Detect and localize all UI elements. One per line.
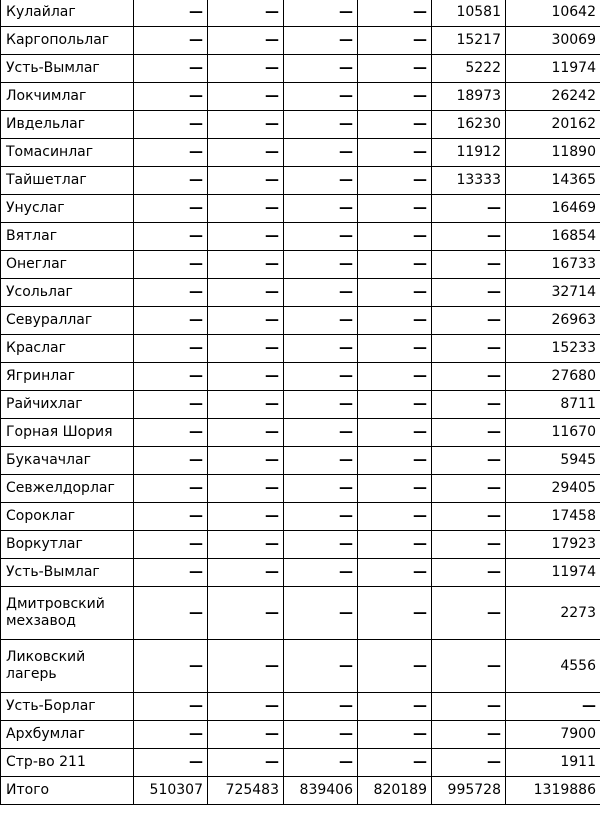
value-cell-1: — [134,391,208,419]
value-cell-2: — [208,279,284,307]
table-row [1,363,600,391]
value-cell-2: — [208,640,284,693]
camp-name-cell: Локчимлаг [1,83,134,111]
value-cell-3: — [284,195,358,223]
value-cell-4: — [358,693,432,721]
value-cell-4: — [358,531,432,559]
camp-name-cell: Воркутлаг [1,531,134,559]
table-row [1,531,600,559]
value-cell-2: — [208,475,284,503]
table-row [1,55,600,83]
camp-name-cell: Итого [1,777,134,805]
value-cell-2: 725483 [208,777,284,805]
value-cell-5: 10581 [432,0,506,27]
value-cell-3: — [284,503,358,531]
camp-name-cell: Кулайлаг [1,0,134,27]
value-cell-6: 11890 [506,139,600,167]
camp-name-cell: Краслаг [1,335,134,363]
value-cell-4: — [358,83,432,111]
value-cell-6: 15233 [506,335,600,363]
table-row [1,419,600,447]
camp-name-cell: Томасинлаг [1,139,134,167]
value-cell-5: — [432,279,506,307]
value-cell-2: — [208,693,284,721]
value-cell-6: 17923 [506,531,600,559]
camp-name-cell: Горная Шория [1,419,134,447]
value-cell-4: 820189 [358,777,432,805]
table-row [1,111,600,139]
table-row [1,587,600,640]
camp-name-cell: Стр-во 211 [1,749,134,777]
camp-name-cell: Ягринлаг [1,363,134,391]
value-cell-6: 11974 [506,55,600,83]
value-cell-2: — [208,27,284,55]
camp-name-cell: Каргопольлаг [1,27,134,55]
value-cell-5: 16230 [432,111,506,139]
camp-name-cell: Усть-Вымлаг [1,55,134,83]
value-cell-1: — [134,419,208,447]
camp-name-cell: Ивдельлаг [1,111,134,139]
value-cell-6: 26963 [506,307,600,335]
table-row [1,693,600,721]
value-cell-4: — [358,0,432,27]
total-row [1,777,600,805]
value-cell-5: — [432,419,506,447]
table-row [1,0,600,27]
value-cell-2: — [208,251,284,279]
table-row [1,279,600,307]
value-cell-5: — [432,251,506,279]
camp-name-cell: Онеглаг [1,251,134,279]
value-cell-3: — [284,223,358,251]
value-cell-3: — [284,640,358,693]
value-cell-4: — [358,55,432,83]
value-cell-3: — [284,363,358,391]
value-cell-1: — [134,363,208,391]
value-cell-3: — [284,279,358,307]
table-row [1,27,600,55]
value-cell-5: — [432,693,506,721]
value-cell-4: — [358,503,432,531]
value-cell-5: — [432,559,506,587]
value-cell-4: — [358,559,432,587]
table-row [1,721,600,749]
camp-name-cell: Букачачлаг [1,447,134,475]
camps-table-body [1,0,600,805]
camp-name-cell: Усть-Борлаг [1,693,134,721]
value-cell-6: 11670 [506,419,600,447]
value-cell-3: — [284,307,358,335]
value-cell-2: — [208,721,284,749]
value-cell-2: — [208,55,284,83]
value-cell-1: — [134,223,208,251]
value-cell-4: — [358,587,432,640]
table-row [1,83,600,111]
value-cell-4: — [358,475,432,503]
table-row [1,195,600,223]
value-cell-1: — [134,27,208,55]
value-cell-6: 26242 [506,83,600,111]
value-cell-1: — [134,167,208,195]
value-cell-2: — [208,223,284,251]
table-row [1,447,600,475]
value-cell-5: — [432,223,506,251]
value-cell-3: — [284,721,358,749]
value-cell-4: — [358,640,432,693]
value-cell-5: 995728 [432,777,506,805]
value-cell-4: — [358,195,432,223]
value-cell-1: — [134,111,208,139]
value-cell-6: 8711 [506,391,600,419]
value-cell-1: — [134,251,208,279]
value-cell-6: 4556 [506,640,600,693]
value-cell-4: — [358,251,432,279]
table-row [1,640,600,693]
value-cell-6: 20162 [506,111,600,139]
camp-name-cell: Усольлаг [1,279,134,307]
camp-name-cell: Сороклаг [1,503,134,531]
value-cell-3: — [284,391,358,419]
value-cell-3: — [284,587,358,640]
value-cell-1: — [134,83,208,111]
value-cell-4: — [358,447,432,475]
camp-name-cell: Унуслаг [1,195,134,223]
value-cell-6: 16733 [506,251,600,279]
value-cell-5: — [432,640,506,693]
value-cell-4: — [358,749,432,777]
value-cell-2: — [208,749,284,777]
value-cell-5: — [432,531,506,559]
camp-name-cell: Усть-Вымлаг [1,559,134,587]
table-row [1,251,600,279]
value-cell-2: — [208,531,284,559]
value-cell-3: — [284,693,358,721]
table-row [1,167,600,195]
camp-name-cell: Севжелдорлаг [1,475,134,503]
value-cell-5: 15217 [432,27,506,55]
table-row [1,503,600,531]
value-cell-5: — [432,503,506,531]
value-cell-6: 17458 [506,503,600,531]
value-cell-1: — [134,55,208,83]
value-cell-6: 5945 [506,447,600,475]
value-cell-3: — [284,111,358,139]
camp-name-cell: Архбумлаг [1,721,134,749]
value-cell-2: — [208,363,284,391]
value-cell-1: — [134,307,208,335]
value-cell-1: — [134,139,208,167]
camp-name-cell: Тайшетлаг [1,167,134,195]
value-cell-1: — [134,531,208,559]
value-cell-5: 18973 [432,83,506,111]
table-row [1,559,600,587]
value-cell-4: — [358,721,432,749]
value-cell-3: — [284,531,358,559]
value-cell-2: — [208,83,284,111]
value-cell-2: — [208,0,284,27]
value-cell-5: — [432,749,506,777]
value-cell-3: — [284,139,358,167]
value-cell-6: 32714 [506,279,600,307]
value-cell-6: 11974 [506,559,600,587]
value-cell-4: — [358,307,432,335]
value-cell-2: — [208,559,284,587]
value-cell-5: — [432,721,506,749]
value-cell-1: — [134,693,208,721]
value-cell-6: 7900 [506,721,600,749]
value-cell-3: — [284,0,358,27]
value-cell-3: — [284,419,358,447]
value-cell-5: — [432,391,506,419]
value-cell-4: — [358,139,432,167]
value-cell-3: — [284,55,358,83]
value-cell-5: — [432,195,506,223]
value-cell-4: — [358,363,432,391]
value-cell-3: 839406 [284,777,358,805]
value-cell-1: — [134,587,208,640]
value-cell-3: — [284,475,358,503]
camp-name-cell: Севураллаг [1,307,134,335]
value-cell-1: — [134,335,208,363]
value-cell-1: 510307 [134,777,208,805]
value-cell-2: — [208,447,284,475]
table-row [1,475,600,503]
value-cell-3: — [284,447,358,475]
value-cell-1: — [134,279,208,307]
value-cell-1: — [134,475,208,503]
value-cell-1: — [134,503,208,531]
table-row [1,307,600,335]
value-cell-3: — [284,167,358,195]
value-cell-1: — [134,640,208,693]
value-cell-4: — [358,419,432,447]
value-cell-5: — [432,363,506,391]
value-cell-3: — [284,335,358,363]
value-cell-4: — [358,279,432,307]
table-row [1,139,600,167]
value-cell-1: — [134,0,208,27]
value-cell-3: — [284,749,358,777]
value-cell-4: — [358,111,432,139]
value-cell-5: 11912 [432,139,506,167]
value-cell-2: — [208,167,284,195]
table-row [1,391,600,419]
value-cell-5: 13333 [432,167,506,195]
value-cell-6: 1319886 [506,777,600,805]
value-cell-1: — [134,559,208,587]
camp-name-cell: Вятлаг [1,223,134,251]
value-cell-4: — [358,27,432,55]
camp-name-cell: Райчихлаг [1,391,134,419]
value-cell-3: — [284,83,358,111]
table-row [1,749,600,777]
value-cell-2: — [208,195,284,223]
value-cell-3: — [284,27,358,55]
value-cell-1: — [134,195,208,223]
value-cell-6: 1911 [506,749,600,777]
value-cell-2: — [208,111,284,139]
value-cell-2: — [208,419,284,447]
value-cell-6: 16469 [506,195,600,223]
value-cell-2: — [208,587,284,640]
value-cell-2: — [208,503,284,531]
value-cell-3: — [284,559,358,587]
value-cell-5: — [432,475,506,503]
value-cell-6: 27680 [506,363,600,391]
value-cell-5: 5222 [432,55,506,83]
value-cell-6: 29405 [506,475,600,503]
value-cell-2: — [208,335,284,363]
value-cell-5: — [432,335,506,363]
value-cell-6: 14365 [506,167,600,195]
value-cell-2: — [208,307,284,335]
value-cell-6: 2273 [506,587,600,640]
value-cell-6: 10642 [506,0,600,27]
value-cell-4: — [358,391,432,419]
value-cell-5: — [432,307,506,335]
value-cell-5: — [432,447,506,475]
value-cell-5: — [432,587,506,640]
value-cell-2: — [208,139,284,167]
value-cell-2: — [208,391,284,419]
value-cell-1: — [134,447,208,475]
table-row [1,223,600,251]
value-cell-4: — [358,167,432,195]
value-cell-6: 16854 [506,223,600,251]
value-cell-6: 30069 [506,27,600,55]
value-cell-4: — [358,223,432,251]
value-cell-1: — [134,721,208,749]
camp-name-cell: Ликовский лагерь [1,640,134,693]
camp-name-cell: Дмитровский мехзавод [1,587,134,640]
value-cell-4: — [358,335,432,363]
value-cell-1: — [134,749,208,777]
value-cell-3: — [284,251,358,279]
table-row [1,335,600,363]
value-cell-6: — [506,693,600,721]
